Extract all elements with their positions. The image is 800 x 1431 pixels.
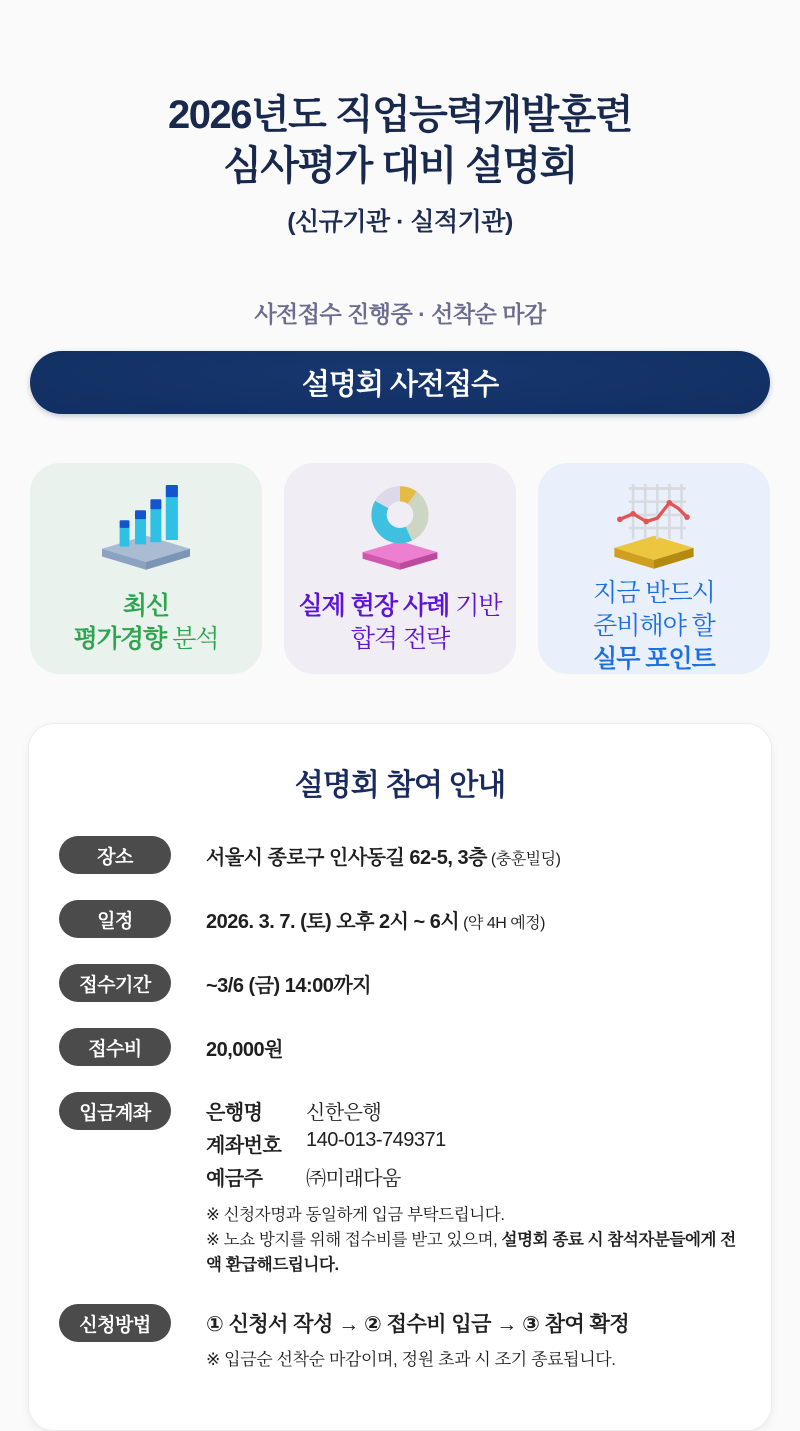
account-holder-label: 예금주 — [206, 1168, 263, 1190]
period-value: ~3/6 (금) 14:00까지 — [206, 974, 372, 997]
venue-row — [59, 836, 741, 874]
account-note-1: ※ 신청자명과 동일하게 입금 부탁드립니다. — [206, 1206, 505, 1224]
pre-registration-button[interactable]: 설명회 사전접수 — [30, 351, 770, 414]
feature-card-latest-trends-text — [74, 581, 219, 656]
feature-text-regular: 지금 반드시 — [593, 579, 715, 607]
title-program: 직업능력개발훈련 — [334, 93, 632, 137]
account-note-2 — [206, 1228, 741, 1278]
feature-text-bold: 최신 — [122, 592, 170, 620]
info-rows — [29, 836, 771, 1370]
title-line-1 — [0, 90, 800, 141]
feature-line — [593, 577, 715, 610]
page-title — [0, 90, 800, 192]
title-line-2: 심사평가 대비 설명회 — [223, 144, 577, 188]
period-row — [59, 964, 741, 1002]
bar-chart-icon — [91, 477, 201, 581]
method-badge: 신청방법 — [59, 1304, 171, 1342]
header — [0, 0, 800, 238]
fee-row — [59, 1028, 741, 1066]
period-badge: 접수기간 — [59, 964, 171, 1002]
account-details — [206, 1092, 741, 1278]
venue-badge: 장소 — [59, 836, 171, 874]
registration-status-line: 사전접수 진행중 · 선착순 마감 — [254, 301, 546, 327]
account-note-2-prefix: ※ 노쇼 방지를 위해 접수비를 받고 있으며, — [206, 1231, 502, 1249]
feature-card-practical-points — [538, 463, 770, 674]
line-chart-icon — [599, 477, 709, 577]
feature-text-regular: 합격 전략 — [350, 625, 450, 653]
account-grid — [206, 1096, 741, 1191]
participation-info-card — [28, 723, 772, 1431]
account-row — [59, 1092, 741, 1278]
account-note-2-bold: 설명회 종료 시 참석자분들에게 전액 환급해드립니다. — [206, 1231, 736, 1274]
feature-card-case-strategy — [284, 463, 516, 674]
donut-chart-icon — [345, 477, 455, 581]
account-number-value: 140-013-749371 — [306, 1129, 446, 1151]
venue-building: (충훈빌딩) — [486, 850, 561, 868]
feature-text-bold: 실무 포인트 — [593, 645, 715, 673]
bank-name-label: 은행명 — [206, 1102, 263, 1124]
feature-line — [298, 590, 501, 623]
account-holder-value: ㈜미래다움 — [306, 1168, 401, 1190]
feature-line — [298, 623, 501, 656]
feature-line — [74, 623, 219, 656]
feature-cards — [0, 463, 800, 674]
schedule-datetime: 2026. 3. 7. (토) 오후 2시 ~ 6시 — [206, 910, 460, 933]
account-notes — [206, 1203, 741, 1278]
account-badge: 입금계좌 — [59, 1092, 171, 1130]
bank-name-value: 신한은행 — [306, 1102, 382, 1124]
schedule-row — [59, 900, 741, 938]
method-note: ※ 입금순 선착순 마감이며, 정원 초과 시 조기 종료됩니다. — [206, 1350, 616, 1369]
schedule-duration: (약 4H 예정) — [459, 914, 545, 932]
feature-card-case-strategy-text — [298, 581, 501, 656]
feature-card-practical-points-text — [593, 577, 715, 676]
method-steps: ① 신청서 작성 → ② 접수비 입금 → ③ 참여 확정 — [206, 1313, 630, 1336]
venue-value — [206, 841, 560, 870]
feature-card-latest-trends — [30, 463, 262, 674]
feature-line — [593, 643, 715, 676]
feature-text-bold: 실제 현장 사례 — [298, 592, 450, 620]
feature-text-bold: 평가경향 — [73, 625, 167, 653]
method-row — [59, 1304, 741, 1370]
venue-address: 서울시 종로구 인사동길 62-5, 3층 — [206, 846, 487, 869]
title-year: 2026년도 — [167, 93, 335, 137]
schedule-badge: 일정 — [59, 900, 171, 938]
fee-value: 20,000원 — [206, 1038, 283, 1061]
account-number-label: 계좌번호 — [206, 1135, 282, 1157]
feature-text-regular: 준비해야 할 — [593, 612, 715, 640]
feature-text-regular: 기반 — [449, 592, 502, 620]
method-details — [206, 1304, 629, 1370]
info-card-title: 설명회 참여 안내 — [294, 769, 506, 802]
feature-text-regular: 분석 — [166, 625, 219, 653]
feature-line — [593, 610, 715, 643]
org-types-subtitle: (신규기관 · 실적기관) — [287, 208, 513, 236]
feature-line — [74, 590, 219, 623]
fee-badge: 접수비 — [59, 1028, 171, 1066]
schedule-value — [206, 905, 545, 934]
